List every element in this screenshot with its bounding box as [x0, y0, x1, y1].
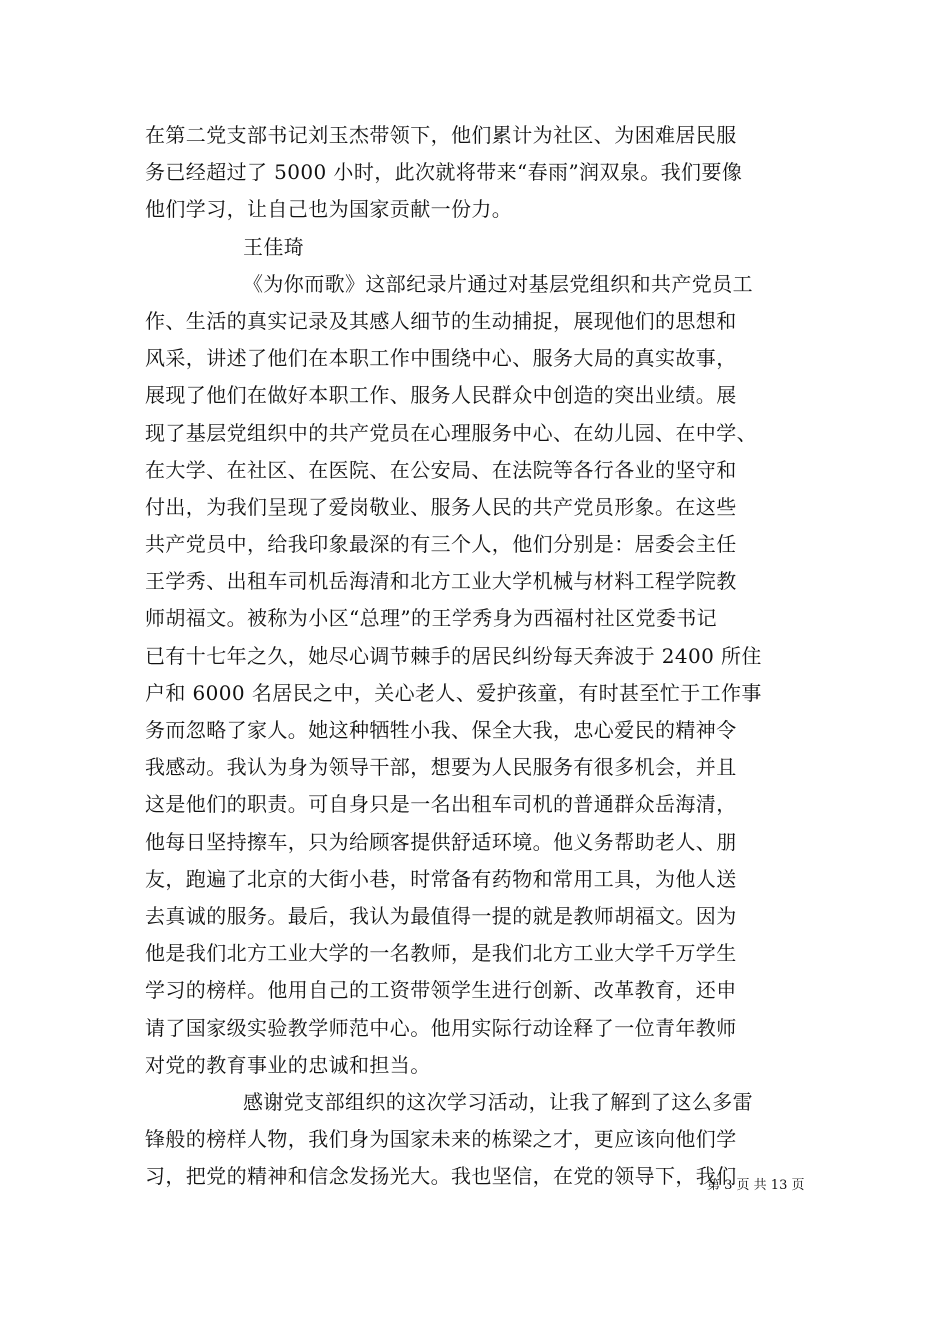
text-line: 展现了他们在做好本职工作、服务人民群众中创造的突出业绩。展	[145, 383, 737, 408]
text-line: 户和 6000 名居民之中，关心老人、爱护孩童，有时甚至忙于工作事	[145, 680, 762, 705]
text-line: 他是我们北方工业大学的一名教师，是我们北方工业大学千万学生	[145, 941, 737, 966]
text-line: 请了国家级实验教学师范中心。他用实际行动诠释了一位青年教师	[145, 1015, 737, 1040]
text-line: 学习的榜样。他用自己的工资带领学生进行创新、改革教育，还申	[145, 978, 737, 1003]
text-line: 感谢党支部组织的这次学习活动，让我了解到了这么多雷	[243, 1089, 753, 1114]
text-line: 在大学、在社区、在医院、在公安局、在法院等各行各业的坚守和	[145, 457, 737, 482]
text-line: 他每日坚持擦车，只为给顾客提供舒适环境。他义务帮助老人、朋	[145, 829, 737, 854]
text-line: 对党的教育事业的忠诚和担当。	[145, 1052, 431, 1077]
text-line: 王佳琦	[243, 234, 305, 259]
text-line: 务而忽略了家人。她这种牺牲小我、保全大我，忠心爱民的精神令	[145, 718, 737, 742]
text-line: 友，跑遍了北京的大街小巷，时常备有药物和常用工具，为他人送	[145, 866, 737, 891]
text-line: 这是他们的职责。可自身只是一名出租车司机的普通群众岳海清，	[145, 792, 737, 817]
text-line: 去真诚的服务。最后，我认为最值得一提的就是教师胡福文。因为	[145, 903, 737, 928]
text-line: 王学秀、出租车司机岳海清和北方工业大学机械与材料工程学院教	[145, 569, 737, 594]
text-line: 作、生活的真实记录及其感人细节的生动捕捉，展现他们的思想和	[145, 308, 737, 333]
text-line: 师胡福文。被称为小区“总理”的王学秀身为西福村社区党委书记	[145, 606, 718, 631]
text-line: 付出，为我们呈现了爱岗敬业、服务人民的共产党员形象。在这些	[145, 494, 737, 519]
text-line: 务已经超过了 5000 小时，此次就将带来“春雨”润双泉。我们要像	[145, 160, 743, 185]
text-line: 我感动。我认为身为领导干部，想要为人民服务有很多机会，并且	[145, 755, 737, 780]
text-line: 锋般的榜样人物，我们身为国家未来的栋梁之才，更应该向他们学	[145, 1127, 737, 1152]
text-line: 他们学习，让自己也为国家贡献一份力。	[145, 197, 513, 222]
text-line: 共产党员中，给我印象最深的有三个人，他们分别是：居委会主任	[145, 532, 737, 557]
text-line: 在第二党支部书记刘玉杰带领下，他们累计为社区、为困难居民服	[145, 123, 737, 147]
text-line: 风采，讲述了他们在本职工作中围绕中心、服务大局的真实故事，	[145, 346, 737, 371]
document-body	[145, 117, 810, 1195]
text-line: 《为你而歌》这部纪录片通过对基层党组织和共产党员工	[243, 271, 753, 296]
text-line: 习，把党的精神和信念发扬光大。我也坚信，在党的领导下，我们	[145, 1164, 737, 1189]
text-line: 已有十七年之久，她尽心调节棘手的居民纠纷每天奔波于 2400 所住	[145, 643, 762, 668]
text-line: 现了基层党组织中的共产党员在心理服务中心、在幼儿园、在中学、	[145, 420, 757, 445]
page-number: 第 3 页 共 13 页	[707, 1178, 805, 1193]
